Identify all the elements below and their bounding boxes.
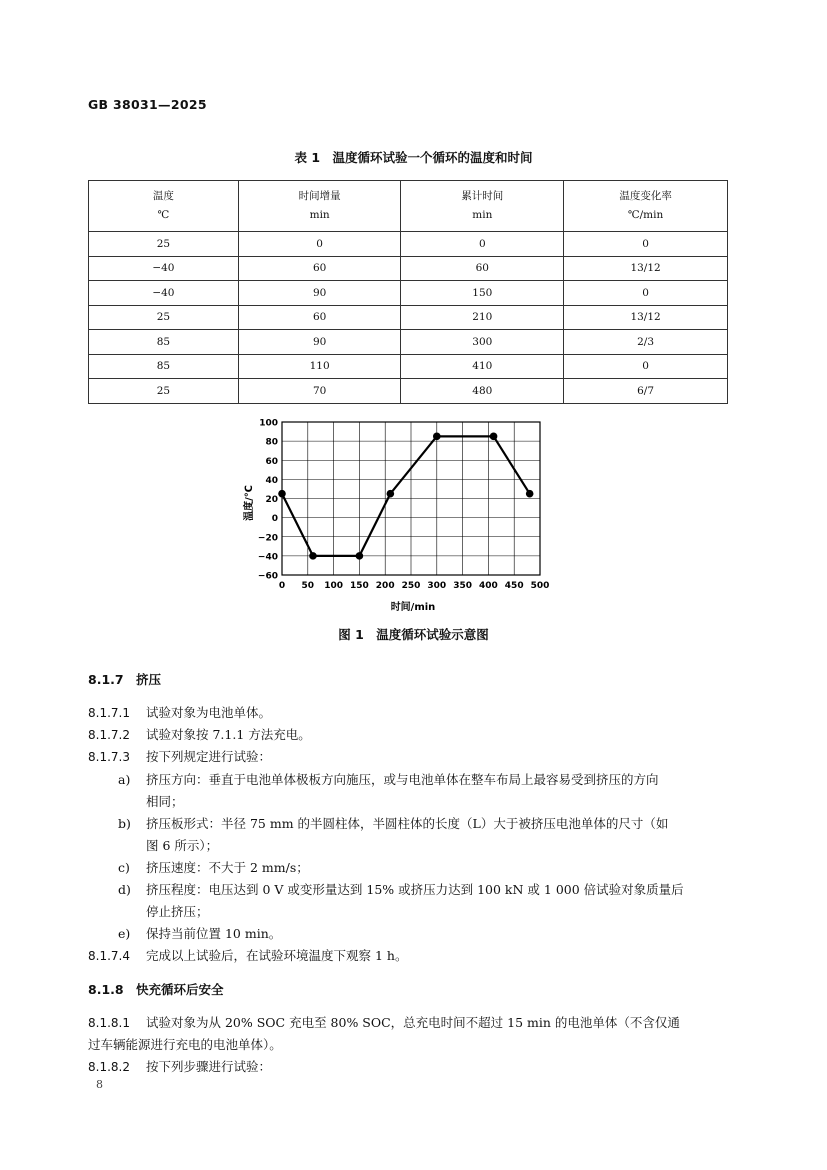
table-cell: 480 — [401, 379, 564, 404]
table-cell: 25 — [89, 305, 239, 330]
list-item-a-cont: 相同； — [146, 794, 184, 809]
list-letter: e) — [118, 926, 131, 941]
y-tick-label: 0 — [271, 514, 278, 525]
table-cell: 6/7 — [564, 379, 728, 404]
list-text: 挤压方向：垂直于电池单体极板方向施压，或与电池单体在整车布局上最容易受到挤压的方向 — [146, 772, 659, 787]
data-point — [526, 490, 534, 498]
table-cell: 13/12 — [564, 256, 728, 281]
x-tick-label: 450 — [504, 581, 524, 591]
table-cell: 90 — [238, 330, 401, 355]
table-cell: 25 — [89, 232, 239, 257]
y-tick-label: 20 — [265, 495, 278, 505]
list-item-d — [118, 880, 684, 898]
list-letter: d) — [118, 882, 131, 897]
table-cell: 85 — [89, 330, 239, 355]
table-cell: 410 — [401, 354, 564, 379]
list-letter: a) — [118, 772, 131, 787]
data-point — [490, 433, 498, 441]
clause-text: 试验对象为从 20% SOC 充电至 80% SOC，总充电时间不超过 15 min 的电池单体（不含仅通 — [146, 1015, 680, 1030]
clause-text: 按下列规定进行试验： — [146, 749, 272, 764]
table-cell: 90 — [238, 281, 401, 306]
y-tick-label: −60 — [257, 571, 278, 582]
x-tick-label: 200 — [375, 581, 395, 591]
table-caption: 表 1 温度循环试验一个循环的温度和时间 — [294, 150, 533, 165]
table-cell: 25 — [89, 379, 239, 404]
clause-8-1-7-3 — [88, 747, 271, 765]
table-cell: 60 — [238, 305, 401, 330]
y-axis-label: 温度/℃ — [244, 485, 255, 521]
table-cell: 0 — [564, 354, 728, 379]
list-item-e — [118, 924, 281, 942]
list-text: 挤压板形式：半径 75 mm 的半圆柱体，半圆柱体的长度（L）大于被挤压电池单体的尺寸（如 — [146, 816, 669, 831]
section-number: 8.1.7 — [88, 672, 124, 687]
list-letter: c) — [118, 860, 130, 875]
section-title: 快充循环后安全 — [135, 982, 224, 997]
y-tick-label: 80 — [265, 437, 278, 448]
clause-number: 8.1.7.1 — [88, 706, 130, 720]
figure-caption: 图 1 温度循环试验示意图 — [338, 627, 489, 642]
document-id: GB 38031—2025 — [88, 97, 207, 112]
table-cell: 210 — [401, 305, 564, 330]
list-text: 挤压速度：不大于 2 mm/s； — [146, 860, 309, 875]
table-cell: 110 — [238, 354, 401, 379]
data-point — [309, 552, 317, 560]
data-point — [356, 552, 364, 560]
clause-text: 按下列步骤进行试验： — [146, 1059, 272, 1074]
table-cell: 70 — [238, 379, 401, 404]
table-cell: 60 — [238, 256, 401, 281]
x-tick-label: 0 — [278, 581, 286, 591]
section-number: 8.1.8 — [88, 982, 124, 997]
section-heading-8-1-7 — [88, 670, 161, 688]
table-cell: 0 — [564, 281, 728, 306]
y-tick-label: 100 — [259, 418, 278, 429]
clause-number: 8.1.8.2 — [88, 1060, 130, 1074]
x-tick-label: 50 — [301, 581, 315, 591]
header-time-increment: 时间增量 min — [238, 181, 401, 232]
x-tick-label: 300 — [427, 581, 447, 591]
table-cell: 150 — [401, 281, 564, 306]
y-tick-label: −20 — [257, 533, 278, 544]
clause-number: 8.1.7.2 — [88, 728, 130, 742]
clause-text: 试验对象按 7.1.1 方法充电。 — [146, 727, 311, 742]
section-title: 挤压 — [135, 672, 161, 687]
section-heading-8-1-8 — [88, 980, 224, 998]
x-tick-label: 250 — [401, 581, 421, 591]
table-cell: 85 — [89, 354, 239, 379]
clause-8-1-8-1 — [88, 1013, 680, 1031]
table-cell: 300 — [401, 330, 564, 355]
data-point — [278, 490, 286, 498]
clause-number: 8.1.7.4 — [88, 949, 130, 963]
table-cell: 2/3 — [564, 330, 728, 355]
header-temperature: 温度 ℃ — [89, 181, 239, 232]
list-item-b-cont: 图 6 所示）； — [146, 838, 219, 853]
clause-number: 8.1.7.3 — [88, 750, 130, 764]
data-point — [387, 490, 395, 498]
list-text: 挤压程度：电压达到 0 V 或变形量达到 15% 或挤压力达到 100 kN 或 1 000 倍试验对象质量后 — [146, 882, 684, 897]
x-tick-label: 350 — [453, 581, 472, 591]
x-tick-label: 150 — [350, 581, 369, 591]
data-point — [433, 433, 441, 441]
x-axis-label: 时间/min — [390, 602, 436, 613]
list-item-d-cont: 停止挤压； — [146, 904, 209, 919]
clause-8-1-8-1-cont: 过车辆能源进行充电的电池单体）。 — [88, 1037, 282, 1052]
y-tick-label: 40 — [265, 475, 278, 486]
x-tick-label: 100 — [324, 581, 343, 591]
list-item-a — [118, 770, 659, 788]
list-item-c — [118, 858, 309, 876]
table-cell: −40 — [89, 281, 239, 306]
table-cell: 13/12 — [564, 305, 728, 330]
list-item-b — [118, 814, 668, 832]
y-tick-label: 60 — [265, 456, 278, 467]
table-cell: 0 — [401, 232, 564, 257]
clause-8-1-7-4 — [88, 946, 407, 964]
clause-number: 8.1.8.1 — [88, 1016, 130, 1030]
clause-8-1-7-1 — [88, 703, 271, 721]
header-cumulative-time: 累计时间 min — [401, 181, 564, 232]
clause-8-1-8-2 — [88, 1057, 271, 1075]
table-cell: 0 — [238, 232, 401, 257]
table-cell: 60 — [401, 256, 564, 281]
y-tick-label: −40 — [257, 552, 278, 563]
table-cell: 0 — [564, 232, 728, 257]
header-rate: 温度变化率 ℃/min — [564, 181, 728, 232]
list-letter: b) — [118, 816, 131, 831]
table-cell: −40 — [89, 256, 239, 281]
x-tick-label: 500 — [530, 581, 550, 591]
list-text: 保持当前位置 10 min。 — [146, 926, 282, 941]
clause-text: 完成以上试验后，在试验环境温度下观察 1 h。 — [146, 948, 408, 963]
x-tick-label: 400 — [479, 581, 498, 591]
page-number: 8 — [96, 1078, 103, 1091]
clause-8-1-7-2 — [88, 725, 311, 743]
clause-text: 试验对象为电池单体。 — [146, 705, 272, 720]
